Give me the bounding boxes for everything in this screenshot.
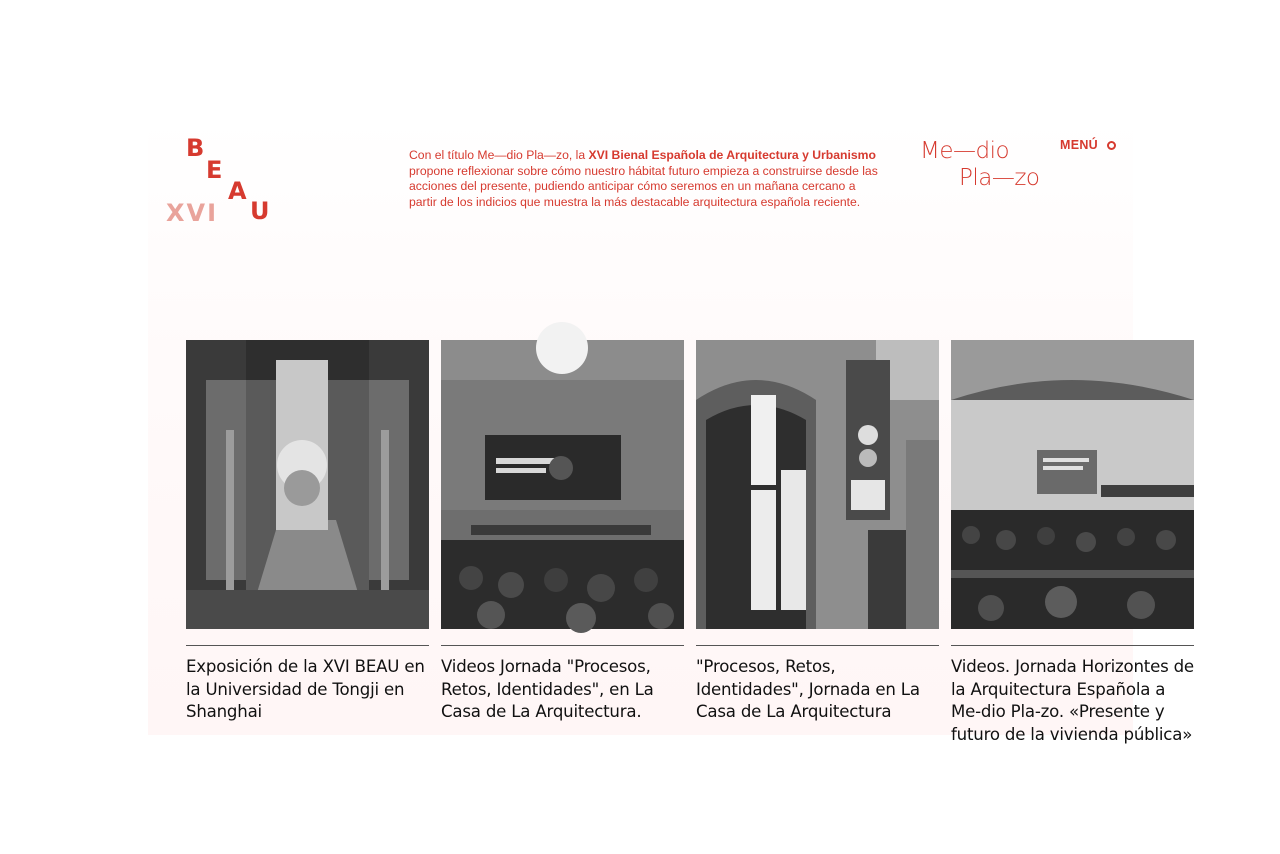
logo-letter-a: A: [228, 177, 247, 205]
card-divider: [951, 645, 1194, 646]
intro-text: [409, 148, 879, 210]
building-facade-photo: [696, 340, 939, 629]
title-mark-line1: Me—dio: [920, 138, 1010, 164]
logo-letter-u: U: [250, 197, 270, 225]
logo-edition: XVI: [166, 199, 219, 227]
news-card[interactable]: [441, 340, 684, 724]
page-frame: [148, 118, 1194, 744]
card-title: Videos. Jornada Horizontes de la Arquitectura Española a Me-dio Pla-zo. «Presente y futuro de la vivienda pública»: [951, 657, 1194, 744]
conference-panel-photo: [441, 340, 684, 629]
logo-letter-e: E: [206, 156, 223, 184]
menu-label: MENÚ: [1060, 138, 1099, 152]
card-title: Videos Jornada "Procesos, Retos, Identidades", en La Casa de La Arquitectura.: [441, 657, 654, 721]
card-divider: [186, 645, 429, 646]
intro-prefix: Con el título Me—dio Pla—zo, la: [409, 148, 589, 162]
card-image: [186, 340, 429, 629]
title-mark-line2: Pla—zo: [959, 165, 1040, 191]
edition-title-mark: [920, 138, 1070, 192]
news-card[interactable]: [951, 340, 1194, 746]
logo-letter-b: B: [186, 134, 205, 162]
menu-circle-icon: [1107, 141, 1116, 150]
news-card[interactable]: [696, 340, 939, 724]
card-image: [951, 340, 1194, 629]
auditorium-photo: [951, 340, 1194, 629]
card-title: "Procesos, Retos, Identidades", Jornada en La Casa de La Arquitectura: [696, 657, 920, 721]
menu-button[interactable]: [1060, 138, 1116, 152]
beau-logo[interactable]: [166, 136, 276, 226]
card-divider: [696, 645, 939, 646]
card-image: [696, 340, 939, 629]
card-divider: [441, 645, 684, 646]
card-image: [441, 340, 684, 629]
news-card[interactable]: [186, 340, 429, 724]
intro-highlight: XVI Bienal Española de Arquitectura y Urbanismo: [588, 148, 876, 162]
news-carousel: [186, 340, 1194, 744]
intro-suffix: propone reflexionar sobre cómo nuestro hábitat futuro empieza a construirse desde las acciones del presente, pudiendo anticipar cómo seremos en un mañana cercano a partir de los indicios que muestra la más destacable arquitectura española reciente.: [409, 163, 878, 209]
card-title: Exposición de la XVI BEAU en la Universidad de Tongji en Shanghai: [186, 657, 425, 721]
exhibition-atrium-photo: [186, 340, 429, 629]
